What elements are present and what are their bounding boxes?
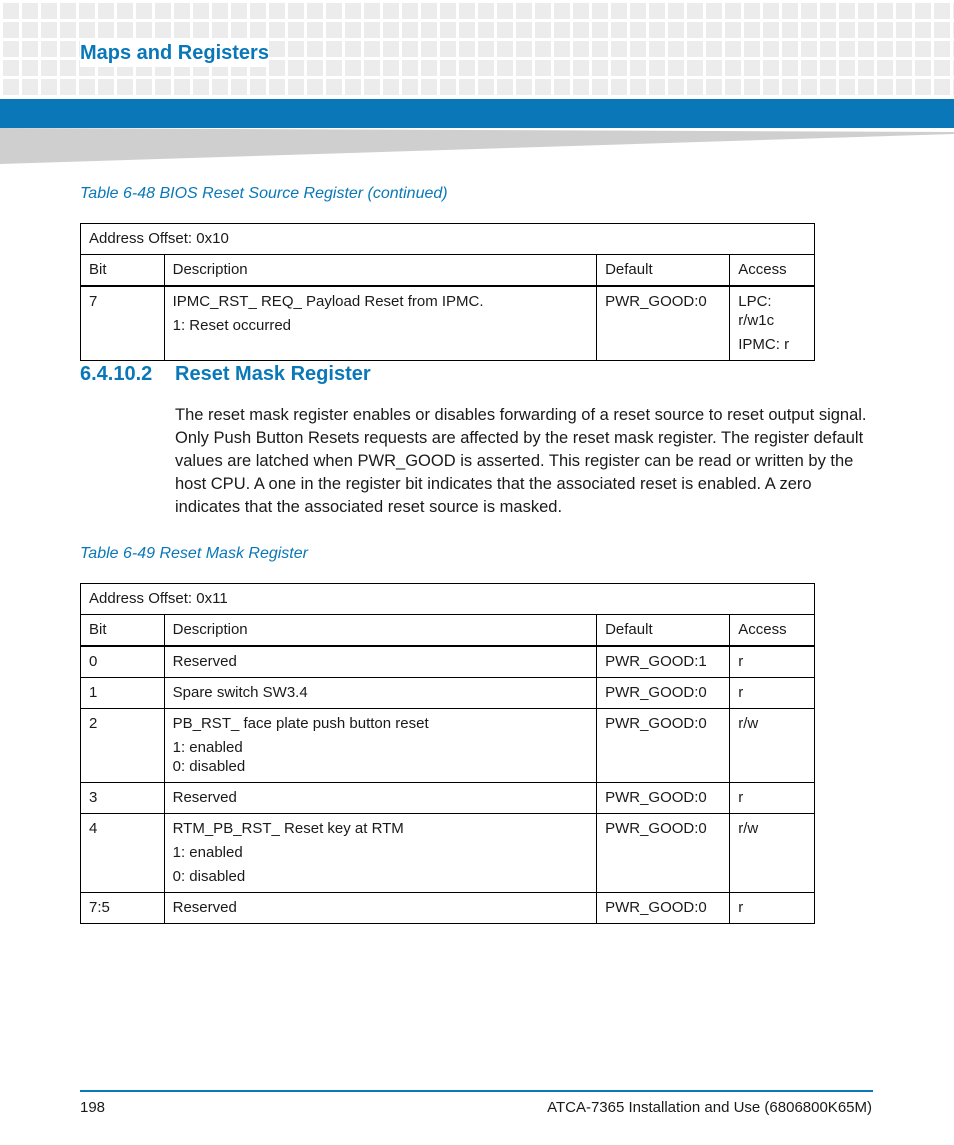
table-row: [81, 814, 815, 893]
access-cell: r: [730, 646, 815, 678]
column-header: Bit: [81, 615, 165, 647]
description-cell: [164, 709, 596, 783]
bit-cell: 2: [81, 709, 165, 783]
default-cell: PWR_GOOD:0: [597, 678, 730, 709]
address-offset: Address Offset: 0x10: [81, 224, 815, 255]
page-header-title: Maps and Registers: [80, 40, 269, 67]
bit-cell: 4: [81, 814, 165, 893]
access-cell: r/w: [730, 814, 815, 893]
bios-reset-source-table: [80, 223, 815, 361]
section-heading: [80, 363, 371, 386]
access-line: IPMC: r: [738, 336, 790, 353]
access-cell: r/w: [730, 709, 815, 783]
bit-cell: 0: [81, 646, 165, 678]
default-cell: PWR_GOOD:0: [597, 709, 730, 783]
table-row: [81, 709, 815, 783]
table-row: [81, 678, 815, 709]
column-header: Access: [730, 615, 815, 647]
description-line: PB_RST_ face plate push button reset: [172, 715, 429, 732]
document-title: ATCA-7365 Installation and Use (6806800K65M): [547, 1099, 872, 1116]
description-line: 0: disabled: [172, 758, 246, 775]
table-row: [81, 783, 815, 814]
column-header: Access: [730, 255, 815, 287]
table-row: [81, 893, 815, 924]
table-row: [81, 646, 815, 678]
column-header: Description: [164, 615, 596, 647]
access-cell: r: [730, 678, 815, 709]
section-title: Reset Mask Register: [175, 363, 371, 385]
table-header-row: [81, 615, 815, 647]
footer-rule: [80, 1090, 873, 1092]
bit-cell: 3: [81, 783, 165, 814]
header-wedge: [0, 128, 954, 164]
description-cell: Reserved: [164, 783, 596, 814]
default-cell: PWR_GOOD:0: [597, 286, 730, 361]
default-cell: PWR_GOOD:0: [597, 893, 730, 924]
description-line: RTM_PB_RST_ Reset key at RTM: [172, 820, 404, 837]
description-cell: Spare switch SW3.4: [164, 678, 596, 709]
description-line: 0: disabled: [172, 868, 246, 885]
default-cell: PWR_GOOD:1: [597, 646, 730, 678]
description-cell: Reserved: [164, 893, 596, 924]
page-number: 198: [80, 1099, 106, 1116]
access-cell: r: [730, 893, 815, 924]
address-offset: Address Offset: 0x11: [81, 584, 815, 615]
description-cell: [164, 814, 596, 893]
table-49-caption: Table 6-49 Reset Mask Register: [80, 545, 308, 562]
column-header: Bit: [81, 255, 165, 287]
bit-cell: 7: [81, 286, 165, 361]
section-body: The reset mask register enables or disables forwarding of a reset source to reset output signal. Only Push Button Resets requests are affected by the reset mask register. The register default values are latched when PWR_GOOD is asserted. This register can be read or written by the host CPU. A one in the register bit indicates that the associated reset is enabled. A zero indicates that the associated reset source is masked.: [175, 406, 867, 516]
description-cell: Reserved: [164, 646, 596, 678]
access-cell: r: [730, 783, 815, 814]
table-row: [81, 286, 815, 361]
column-header: Default: [597, 615, 730, 647]
description-line: 1: Reset occurred: [172, 317, 292, 334]
description-cell: [164, 286, 596, 361]
default-cell: PWR_GOOD:0: [597, 783, 730, 814]
description-line: 1: enabled: [172, 739, 243, 756]
access-cell: [730, 286, 815, 361]
description-line: 1: enabled: [172, 844, 243, 861]
reset-mask-table: [80, 583, 815, 924]
section-number: 6.4.10.2: [80, 363, 153, 385]
default-cell: PWR_GOOD:0: [597, 814, 730, 893]
table-48-caption: Table 6-48 BIOS Reset Source Register (continued): [80, 185, 448, 202]
column-header: Description: [164, 255, 596, 287]
access-line: LPC: r/w1c: [738, 293, 775, 329]
header-band: [0, 99, 954, 128]
description-line: IPMC_RST_ REQ_ Payload Reset from IPMC.: [172, 293, 484, 310]
column-header: Default: [597, 255, 730, 287]
table-header-row: [81, 255, 815, 287]
bit-cell: 1: [81, 678, 165, 709]
bit-cell: 7:5: [81, 893, 165, 924]
